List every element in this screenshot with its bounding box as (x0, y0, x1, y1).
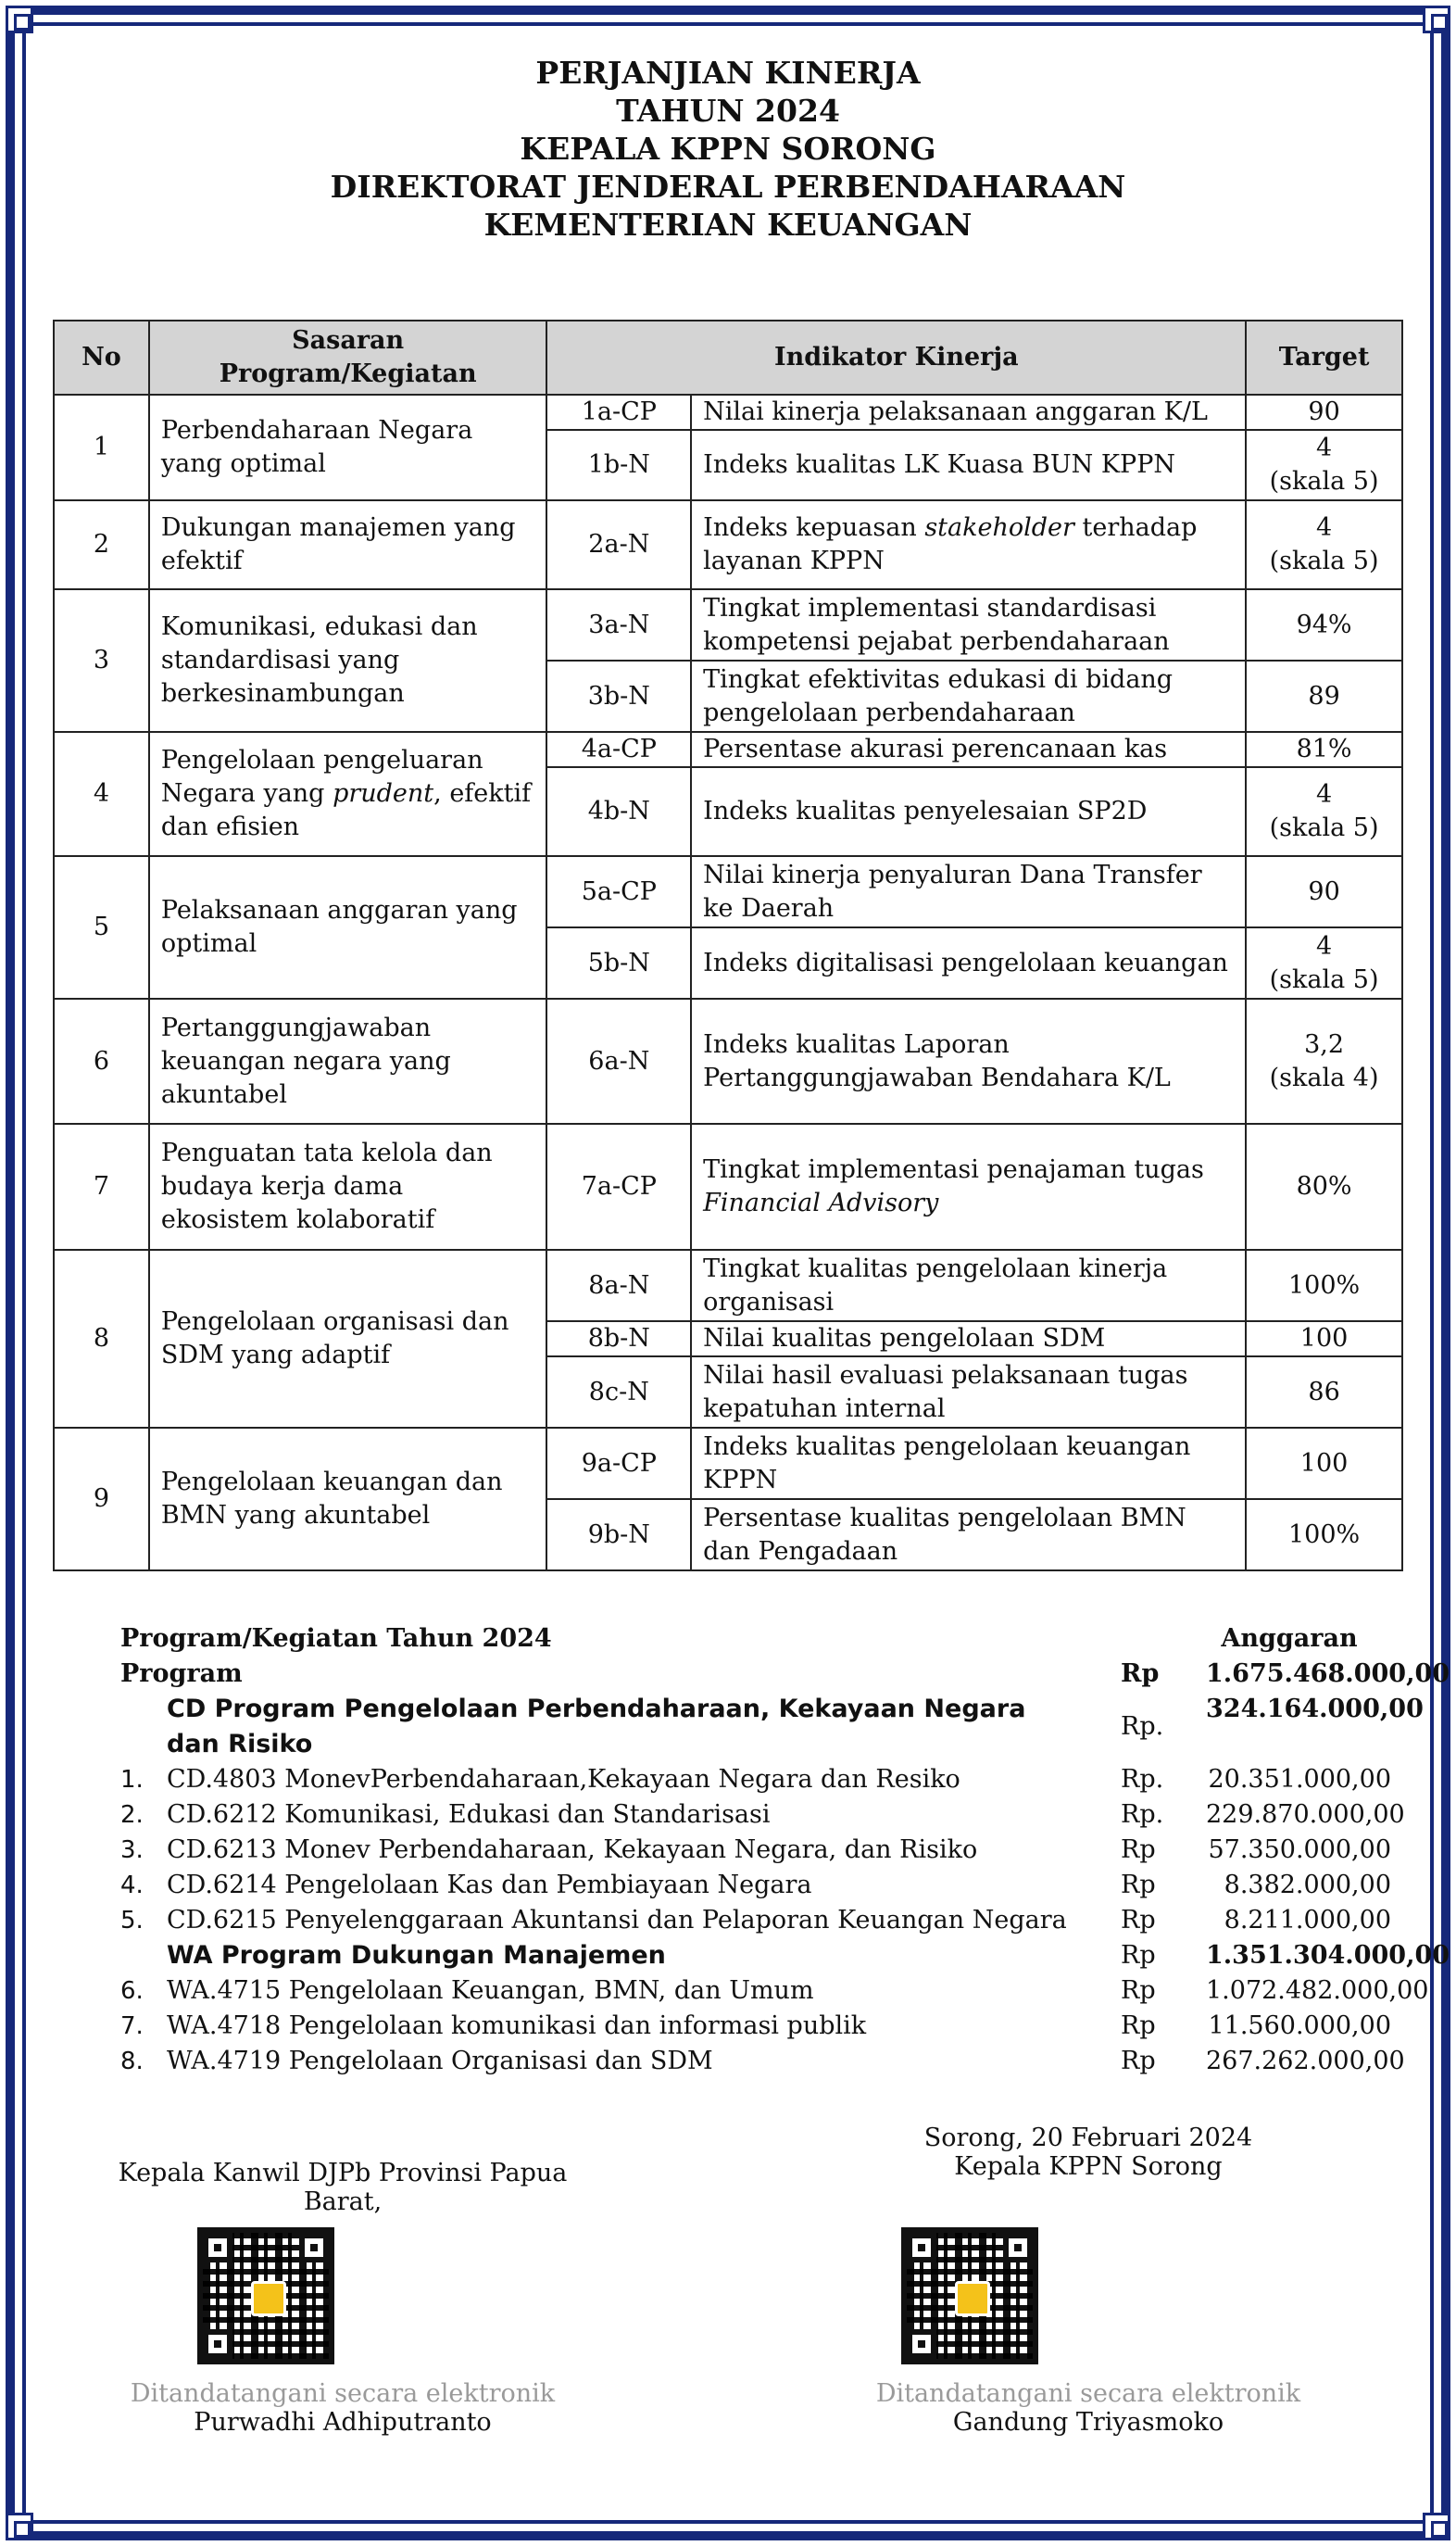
program-label: Program (120, 1659, 243, 1688)
cell-target (1246, 500, 1402, 589)
cell-target: 100 (1246, 1428, 1402, 1499)
signer-name: Purwadhi Adhiputranto (194, 2408, 492, 2437)
cell-code: 1b-N (546, 430, 691, 500)
qr-finder-icon (1003, 2233, 1033, 2262)
indikator-text: Indeks kepuasan (703, 513, 925, 542)
item-amount: 229.870.000,00 (1206, 1800, 1405, 1829)
list-item (120, 2044, 1405, 2079)
cell-indikator: Tingkat implementasi standardisasi kompetensi pejabat perbendaharaan (691, 589, 1246, 661)
cell-target: 80% (1246, 1124, 1402, 1250)
qr-code-icon (197, 2227, 334, 2364)
target-scale: (skala 5) (1269, 547, 1379, 575)
cell-code: 4b-N (546, 767, 691, 856)
cell-target (1246, 999, 1402, 1124)
cell-code: 8a-N (546, 1250, 691, 1321)
cell-code: 2a-N (546, 500, 691, 589)
ministry-logo-icon (251, 2281, 286, 2316)
cell-indikator: Nilai kualitas pengelolaan SDM (691, 1321, 1246, 1356)
cd-program-label-line: dan Risiko (167, 1730, 313, 1758)
sasaran-text: , efektif dan efisien (160, 779, 532, 841)
cell-indikator: Tingkat kualitas pengelolaan kinerja organisasi (691, 1250, 1246, 1321)
target-value: 4 (1315, 434, 1333, 462)
cell-code: 3a-N (546, 589, 691, 661)
list-item (120, 1903, 1391, 1938)
rp-label: Rp. (1121, 1800, 1164, 1829)
cell-target: 86 (1246, 1356, 1402, 1428)
cell-code: 7a-CP (546, 1124, 691, 1250)
wa-program-row (120, 1938, 1450, 1973)
qr-finder-icon (299, 2233, 329, 2262)
rp-label: Rp. (1121, 1712, 1164, 1741)
table-row (54, 1250, 1402, 1321)
program-total: 1.675.468.000,00 (1206, 1659, 1450, 1688)
sasaran-italic: prudent (333, 779, 434, 808)
target-scale: (skala 4) (1269, 1063, 1379, 1092)
cell-sasaran: Pengelolaan organisasi dan SDM yang adaptif (149, 1250, 547, 1428)
cell-no: 5 (54, 856, 149, 999)
rp-label: Rp (1121, 1976, 1156, 2005)
table-row (54, 395, 1402, 430)
rp-label: Rp (1121, 1941, 1156, 1970)
target-scale: (skala 5) (1269, 467, 1379, 496)
qr-finder-icon (907, 2329, 936, 2359)
signature-left-footer (111, 2379, 574, 2437)
cell-target (1246, 430, 1402, 500)
item-label: CD.4803 MonevPerbendaharaan,Kekayaan Negara dan Resiko (167, 1765, 960, 1794)
target-scale: (skala 5) (1269, 964, 1379, 994)
signature-right (843, 2124, 1334, 2181)
item-label: CD.6213 Monev Perbendaharaan, Kekayaan Negara, dan Risiko (167, 1835, 978, 1864)
anggaran-label: Anggaran (1221, 1624, 1358, 1653)
rp-label: Rp (1121, 1659, 1160, 1688)
cell-sasaran: Penguatan tata kelola dan budaya kerja dama ekosistem kolaboratif (149, 1124, 547, 1250)
cell-indikator: Tingkat efektivitas edukasi di bidang pengelolaan perbendaharaan (691, 661, 1246, 732)
item-label: CD.6214 Pengelolaan Kas dan Pembiayaan Negara (167, 1871, 812, 1899)
cell-no: 8 (54, 1250, 149, 1428)
cell-no: 3 (54, 589, 149, 732)
cell-indikator: Indeks kualitas LK Kuasa BUN KPPN (691, 430, 1246, 500)
program-section (120, 1621, 1450, 2079)
cell-sasaran: Pertanggungjawaban keuangan negara yang akuntabel (149, 999, 547, 1124)
cell-indikator: Nilai kinerja pelaksanaan anggaran K/L (691, 395, 1246, 430)
item-amount: 8.211.000,00 (1224, 1906, 1391, 1935)
header-target: Target (1246, 321, 1402, 395)
cell-code: 1a-CP (546, 395, 691, 430)
cell-code: 4a-CP (546, 732, 691, 767)
title-line: DIREKTORAT JENDERAL PERBENDAHARAAN (330, 169, 1126, 205)
cell-no: 4 (54, 732, 149, 856)
cell-indikator: Nilai kinerja penyaluran Dana Transfer ke Daerah (691, 856, 1246, 927)
document-title (0, 54, 1456, 244)
qr-finder-icon (907, 2233, 936, 2262)
cell-target: 90 (1246, 395, 1402, 430)
item-label: CD.6212 Komunikasi, Edukasi dan Standarisasi (167, 1800, 771, 1829)
place-date: Sorong, 20 Februari 2024 (923, 2124, 1253, 2152)
cell-target: 89 (1246, 661, 1402, 732)
cell-code: 5b-N (546, 927, 691, 999)
item-number: 4. (120, 1872, 144, 1899)
cell-target: 100% (1246, 1499, 1402, 1570)
table-row (54, 732, 1402, 767)
title-line: KEMENTERIAN KEUANGAN (483, 207, 973, 243)
signature-right-footer (843, 2379, 1334, 2437)
cell-no: 7 (54, 1124, 149, 1250)
corner-ornament (6, 2513, 33, 2540)
wa-program-label: WA Program Dukungan Manajemen (167, 1941, 666, 1970)
esign-note: Ditandatangani secara elektronik (130, 2379, 556, 2408)
list-item (120, 1973, 1429, 2009)
esign-note: Ditandatangani secara elektronik (875, 2379, 1301, 2408)
corner-ornament (6, 6, 33, 33)
table-row (54, 999, 1402, 1124)
list-item (120, 2009, 1391, 2044)
cell-no: 6 (54, 999, 149, 1124)
cell-target (1246, 767, 1402, 856)
cell-code: 9b-N (546, 1499, 691, 1570)
cell-indikator: Nilai hasil evaluasi pelaksanaan tugas kepatuhan internal (691, 1356, 1246, 1428)
header-indikator: Indikator Kinerja (546, 321, 1246, 395)
table-row (54, 500, 1402, 589)
item-number: 1. (120, 1766, 144, 1794)
cell-sasaran: Dukungan manajemen yang efektif (149, 500, 547, 589)
cell-sasaran (149, 732, 547, 856)
signer-name: Gandung Triyasmoko (952, 2408, 1224, 2437)
indikator-text: terhadap layanan KPPN (703, 513, 1198, 575)
indikator-italic: stakeholder (924, 513, 1074, 542)
cell-sasaran: Pelaksanaan anggaran yang optimal (149, 856, 547, 999)
cell-indikator: Indeks kualitas pengelolaan keuangan KPPN (691, 1428, 1246, 1499)
rp-label: Rp (1121, 1871, 1156, 1899)
cell-code: 8c-N (546, 1356, 691, 1428)
title-line: KEPALA KPPN SORONG (520, 131, 936, 167)
item-label: WA.4718 Pengelolaan komunikasi dan informasi publik (167, 2011, 867, 2040)
target-scale: (skala 5) (1269, 813, 1379, 842)
qr-finder-icon (203, 2233, 232, 2262)
table-header-row (54, 321, 1402, 395)
list-item (120, 1833, 1391, 1868)
cell-code: 3b-N (546, 661, 691, 732)
item-number: 8. (120, 2048, 144, 2075)
cell-indikator: Indeks digitalisasi pengelolaan keuangan (691, 927, 1246, 999)
cell-code: 8b-N (546, 1321, 691, 1356)
item-label: WA.4715 Pengelolaan Keuangan, BMN, dan Umum (167, 1976, 814, 2005)
cell-target: 94% (1246, 589, 1402, 661)
table-row (54, 1428, 1402, 1499)
program-heading-row (120, 1621, 1391, 1657)
ministry-logo-icon (955, 2281, 990, 2316)
table-row (54, 856, 1402, 927)
cell-target: 90 (1246, 856, 1402, 927)
cell-code: 6a-N (546, 999, 691, 1124)
cell-sasaran: Komunikasi, edukasi dan standardisasi yang berkesinambungan (149, 589, 547, 732)
header-no: No (54, 321, 149, 395)
corner-ornament (1423, 6, 1450, 33)
indikator-italic: Financial Advisory (703, 1189, 939, 1217)
signature-left (111, 2159, 574, 2216)
cell-target (1246, 927, 1402, 999)
cell-code: 5a-CP (546, 856, 691, 927)
cell-no: 9 (54, 1428, 149, 1570)
signer-title: Kepala KPPN Sorong (954, 2152, 1223, 2181)
cell-no: 2 (54, 500, 149, 589)
signer-title: Kepala Kanwil DJPb Provinsi Papua Barat, (118, 2159, 568, 2216)
cell-indikator: Persentase akurasi perencanaan kas (691, 732, 1246, 767)
target-value: 4 (1315, 931, 1333, 961)
table-row (54, 589, 1402, 661)
program-heading: Program/Kegiatan Tahun 2024 (120, 1624, 552, 1653)
rp-label: Rp (1121, 1906, 1156, 1935)
cell-indikator: Persentase kualitas pengelolaan BMN dan Pengadaan (691, 1499, 1246, 1570)
title-line: PERJANJIAN KINERJA (535, 55, 921, 91)
cell-no: 1 (54, 395, 149, 500)
sasaran-text: Pengelolaan pengeluaran Negara yang (160, 746, 483, 808)
item-label: WA.4719 Pengelolaan Organisasi dan SDM (167, 2047, 713, 2075)
performance-table (53, 320, 1403, 1571)
item-number: 3. (120, 1836, 144, 1864)
rp-label: Rp. (1121, 1765, 1164, 1794)
cell-sasaran: Perbendaharaan Negara yang optimal (149, 395, 547, 500)
table-row (54, 1124, 1402, 1250)
cell-indikator: Indeks kualitas Laporan Pertanggungjawaban Bendahara K/L (691, 999, 1246, 1124)
item-number: 7. (120, 2012, 144, 2040)
item-amount: 267.262.000,00 (1206, 2047, 1405, 2075)
program-total-row (120, 1657, 1450, 1692)
item-number: 2. (120, 1801, 144, 1829)
item-amount: 11.560.000,00 (1208, 2011, 1391, 2040)
rp-label: Rp (1121, 2047, 1156, 2075)
cd-program-label-line: CD Program Pengelolaan Perbendaharaan, Kekayaan Negara (167, 1695, 1026, 1723)
cell-indikator (691, 500, 1246, 589)
list-item (120, 1797, 1405, 1833)
qr-finder-icon (203, 2329, 232, 2359)
cd-program-row (120, 1692, 1424, 1762)
corner-ornament (1423, 2513, 1450, 2540)
item-number: 6. (120, 1977, 144, 2005)
cell-target: 81% (1246, 732, 1402, 767)
cd-program-label (167, 1692, 1121, 1762)
target-value: 4 (1315, 780, 1333, 809)
item-amount: 20.351.000,00 (1208, 1765, 1391, 1794)
item-label: CD.6215 Penyelenggaraan Akuntansi dan Pelaporan Keuangan Negara (167, 1906, 1067, 1935)
item-amount: 1.072.482.000,00 (1206, 1976, 1429, 2005)
cell-code: 9a-CP (546, 1428, 691, 1499)
rp-label: Rp (1121, 1835, 1156, 1864)
target-value: 3,2 (1304, 1029, 1345, 1059)
cell-sasaran: Pengelolaan keuangan dan BMN yang akuntabel (149, 1428, 547, 1570)
cell-indikator: Indeks kualitas penyelesaian SP2D (691, 767, 1246, 856)
rp-label: Rp (1121, 2011, 1156, 2040)
item-amount: 8.382.000,00 (1224, 1871, 1391, 1899)
cd-total: 324.164.000,00 (1206, 1695, 1424, 1723)
indikator-text: Tingkat implementasi penajaman tugas (703, 1155, 1204, 1184)
header-sasaran: Sasaran Program/Kegiatan (149, 321, 547, 395)
wa-total: 1.351.304.000,00 (1206, 1941, 1450, 1970)
cell-target: 100 (1246, 1321, 1402, 1356)
cell-target: 100% (1246, 1250, 1402, 1321)
item-amount: 57.350.000,00 (1208, 1835, 1391, 1864)
item-number: 5. (120, 1907, 144, 1935)
list-item (120, 1868, 1391, 1903)
qr-code-icon (901, 2227, 1038, 2364)
target-value: 4 (1315, 513, 1333, 542)
cell-indikator (691, 1124, 1246, 1250)
title-line: TAHUN 2024 (616, 93, 840, 129)
list-item (120, 1762, 1391, 1797)
